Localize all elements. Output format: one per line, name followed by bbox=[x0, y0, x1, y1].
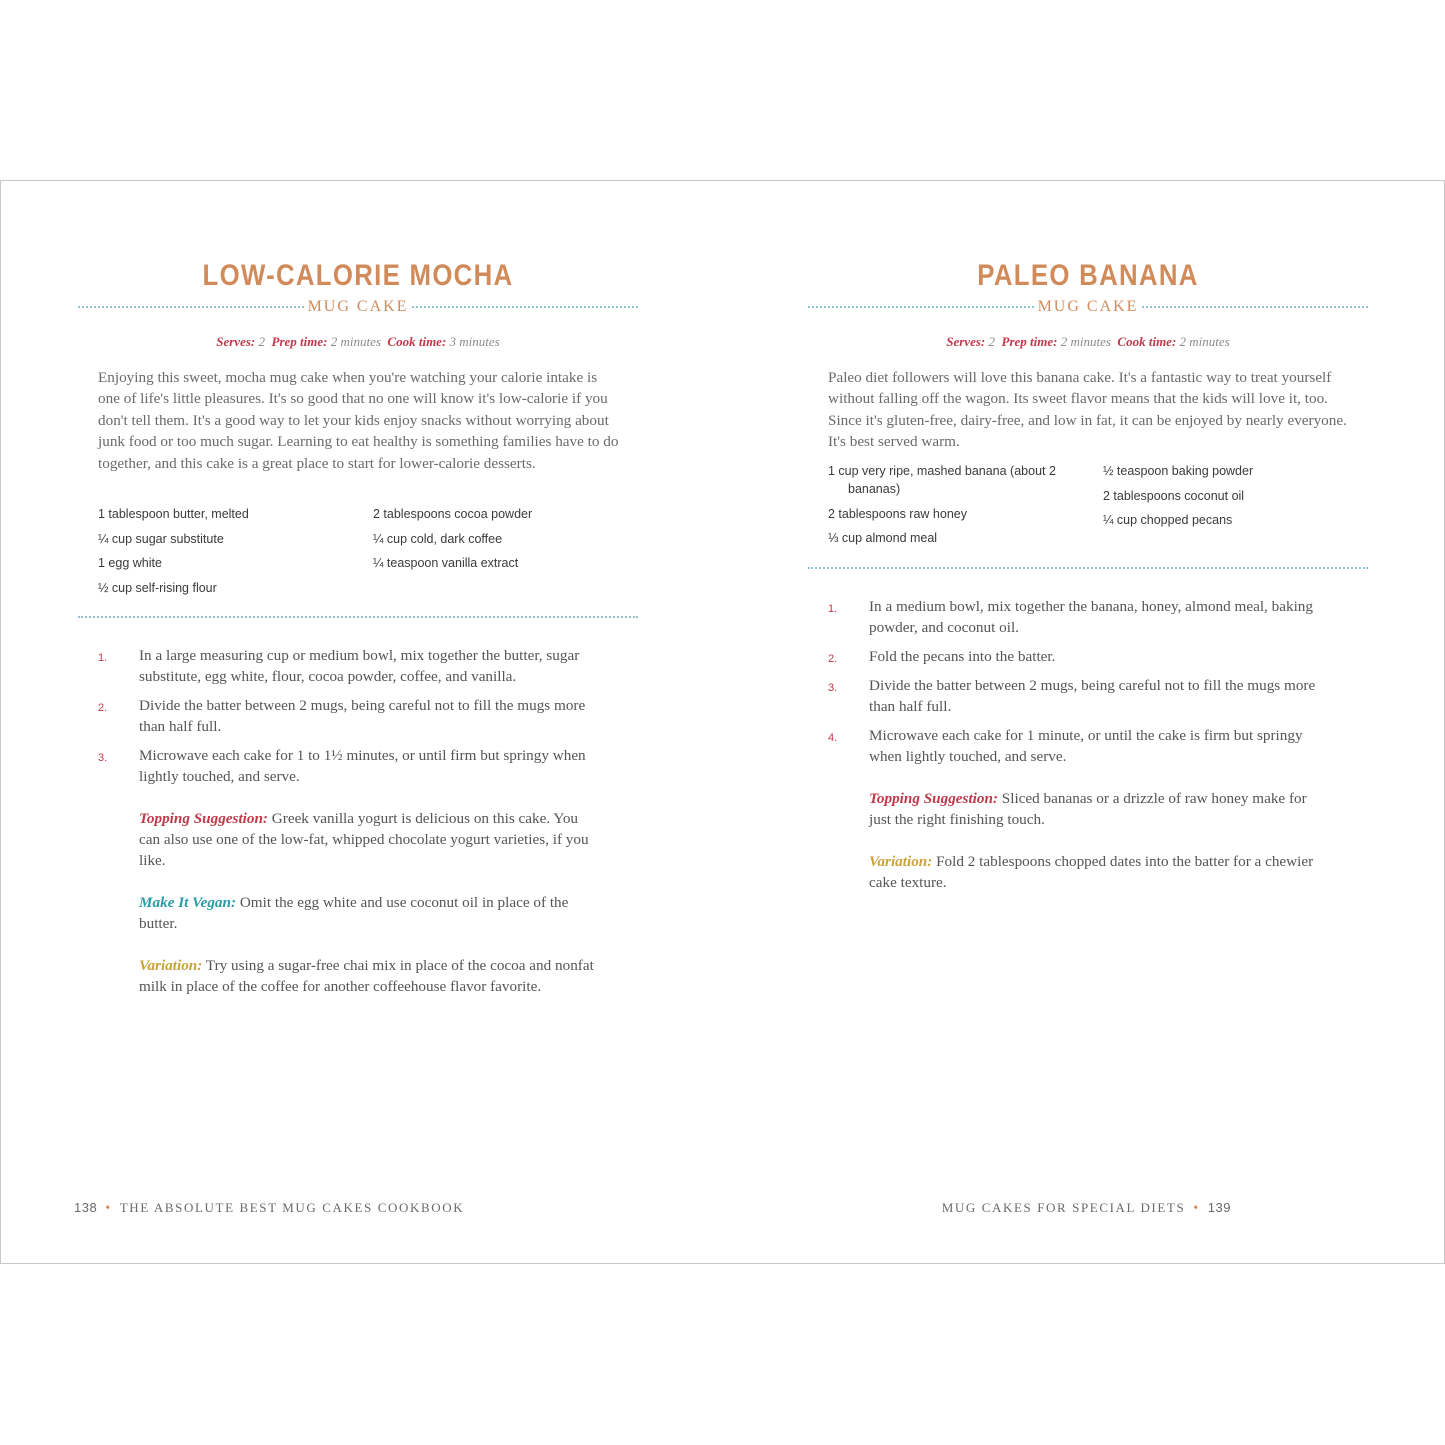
page-number: 138 bbox=[74, 1200, 98, 1215]
note-label: Make It Vegan: bbox=[139, 894, 237, 911]
note-text: Fold 2 tablespoons chopped dates into the batter for a chewier cake texture. bbox=[869, 853, 1314, 891]
prep-label: Prep time: bbox=[271, 334, 328, 349]
serves-label: Serves: bbox=[946, 334, 986, 349]
recipe-subtitle: MUG CAKE bbox=[1037, 298, 1139, 315]
ingredient-item: ¼ cup chopped pecans bbox=[1103, 513, 1233, 528]
right-page bbox=[808, 181, 1368, 1263]
ingredient-item: 1 egg white bbox=[98, 556, 162, 571]
ingredient-item: 2 tablespoons coconut oil bbox=[1103, 488, 1245, 503]
recipe-step bbox=[828, 646, 1328, 667]
step-text: In a medium bowl, mix together the banana, honey, almond meal, baking powder, and coconut oil. bbox=[869, 598, 1313, 636]
cook-label: Cook time: bbox=[1117, 334, 1177, 349]
ingredient-item: 1 cup very ripe, mashed banana (about 2 bananas) bbox=[828, 464, 1056, 496]
note-label: Topping Suggestion: bbox=[869, 790, 998, 807]
recipe-note bbox=[98, 808, 598, 871]
recipe-step bbox=[828, 675, 1328, 717]
ingredient-item: ½ cup self-rising flour bbox=[98, 580, 217, 595]
step-number: 3. bbox=[98, 752, 108, 764]
page-number: 139 bbox=[1207, 1200, 1231, 1215]
ingredients-column bbox=[98, 505, 366, 603]
subtitle-row bbox=[808, 297, 1368, 317]
recipe-step bbox=[98, 695, 598, 737]
ingredient-item: ⅓ cup almond meal bbox=[828, 531, 938, 546]
step-text: Microwave each cake for 1 minute, or until the cake is firm but springy when lightly touched, and serve. bbox=[869, 727, 1303, 765]
cook-label: Cook time: bbox=[387, 334, 447, 349]
bullet-separator: • bbox=[1193, 1201, 1200, 1216]
prep-value: 2 minutes bbox=[330, 334, 381, 349]
recipe-steps bbox=[828, 596, 1328, 893]
note-label: Variation: bbox=[139, 957, 203, 974]
recipe-note bbox=[828, 788, 1328, 830]
recipe-intro: Paleo diet followers will love this banana cake. It's a fantastic way to treat yourself without falling off the wagon. Its sweet flavor means that the kids will love it, too. Since it's gluten-free, dairy-free, and low in fat, it can be enjoyed by nearly everyone. It's best served warm. bbox=[828, 369, 1347, 451]
ingredient-item: ¼ cup cold, dark coffee bbox=[373, 531, 503, 546]
recipe-step bbox=[98, 745, 598, 787]
running-head: MUG CAKES FOR SPECIAL DIETS bbox=[941, 1200, 1186, 1215]
serves-value: 2 bbox=[258, 334, 265, 349]
serves-label: Serves: bbox=[216, 334, 256, 349]
recipe-subtitle: MUG CAKE bbox=[307, 298, 409, 315]
recipe-title: LOW-CALORIE MOCHA bbox=[202, 259, 514, 292]
subtitle-row bbox=[78, 297, 638, 317]
step-number: 2. bbox=[98, 702, 108, 714]
step-text: In a large measuring cup or medium bowl, mix together the butter, sugar substitute, egg white, flour, cocoa powder, coffee, and vanilla. bbox=[139, 647, 580, 685]
prep-value: 2 minutes bbox=[1060, 334, 1111, 349]
recipe-step bbox=[98, 645, 598, 687]
recipe-intro: Enjoying this sweet, mocha mug cake when you're watching your calorie intake is one of life's little pleasures. It's so good that no one will know it's low-calorie if you don't tell them. It's a good way to let your kids enjoy snacks without worrying about junk food or too much sugar. Learning to eat healthy is something families have to do together, and this cake is a great place to start for lower-calorie desserts. bbox=[98, 369, 619, 472]
note-label: Variation: bbox=[869, 853, 933, 870]
ingredients-column bbox=[1103, 462, 1371, 536]
bullet-separator: • bbox=[105, 1201, 112, 1216]
step-number: 3. bbox=[828, 682, 838, 694]
ingredients-column bbox=[373, 505, 641, 579]
dotted-rule bbox=[412, 306, 638, 308]
ingredient-item: ¼ cup sugar substitute bbox=[98, 531, 224, 546]
step-number: 2. bbox=[828, 653, 838, 665]
ingredient-item: ¼ teaspoon vanilla extract bbox=[373, 556, 519, 571]
ingredient-item: ½ teaspoon baking powder bbox=[1103, 464, 1254, 478]
dotted-rule bbox=[78, 306, 304, 308]
book-spread bbox=[0, 180, 1445, 1264]
dotted-divider bbox=[78, 616, 638, 618]
step-number: 1. bbox=[98, 652, 108, 664]
note-text: Sliced bananas or a drizzle of raw honey make for just the right finishing touch. bbox=[869, 790, 1307, 828]
recipe-note bbox=[98, 892, 598, 934]
note-text: Try using a sugar-free chai mix in place of the cocoa and nonfat milk in place of the coffee for another coffeehouse flavor favorite. bbox=[139, 957, 594, 995]
note-text: Omit the egg white and use coconut oil in place of the butter. bbox=[139, 894, 569, 932]
note-text: Greek vanilla yogurt is delicious on this cake. You can also use one of the low-fat, whipped chocolate yogurt varieties, if you like. bbox=[139, 810, 589, 869]
recipe-note bbox=[828, 851, 1328, 893]
recipe-step bbox=[828, 725, 1328, 767]
dotted-divider bbox=[808, 567, 1368, 569]
ingredient-item: 2 tablespoons cocoa powder bbox=[373, 507, 533, 521]
ingredient-item: 2 tablespoons raw honey bbox=[828, 506, 967, 521]
right-page-footer bbox=[942, 1199, 1231, 1218]
left-page bbox=[78, 181, 638, 1263]
step-text: Microwave each cake for 1 to 1½ minutes, or until firm but springy when lightly touched, and serve. bbox=[139, 747, 586, 785]
serves-value: 2 bbox=[988, 334, 995, 349]
recipe-steps bbox=[98, 645, 598, 997]
recipe-meta bbox=[808, 333, 1368, 351]
recipe-step bbox=[828, 596, 1328, 638]
step-text: Divide the batter between 2 mugs, being careful not to fill the mugs more than half full. bbox=[869, 677, 1316, 715]
ingredient-item: 1 tablespoon butter, melted bbox=[98, 507, 249, 521]
step-text: Divide the batter between 2 mugs, being careful not to fill the mugs more than half full. bbox=[139, 697, 586, 735]
recipe-note bbox=[98, 955, 598, 997]
running-head: THE ABSOLUTE BEST MUG CAKES COOKBOOK bbox=[119, 1200, 465, 1215]
dotted-rule bbox=[1142, 306, 1368, 308]
step-number: 1. bbox=[828, 603, 838, 615]
step-text: Fold the pecans into the batter. bbox=[869, 648, 1056, 665]
step-number: 4. bbox=[828, 732, 838, 744]
left-page-footer bbox=[74, 1199, 464, 1218]
recipe-title: PALEO BANANA bbox=[977, 259, 1199, 292]
cook-value: 3 minutes bbox=[449, 334, 500, 349]
note-label: Topping Suggestion: bbox=[139, 810, 268, 827]
ingredients-column bbox=[828, 462, 1096, 554]
prep-label: Prep time: bbox=[1001, 334, 1058, 349]
cook-value: 2 minutes bbox=[1179, 334, 1230, 349]
recipe-meta bbox=[78, 333, 638, 351]
dotted-rule bbox=[808, 306, 1034, 308]
